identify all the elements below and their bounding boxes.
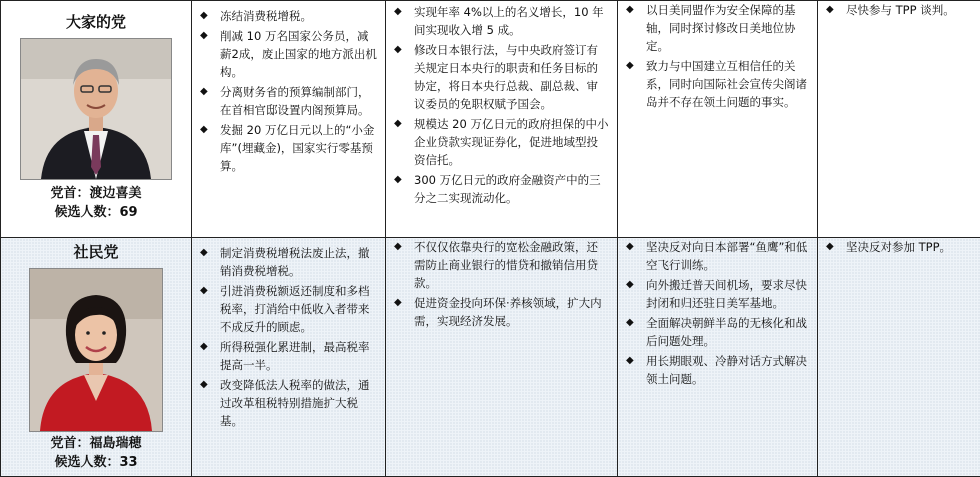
list-item: ◆ 300 万亿日元的政府金融资产中的三分之二实现流动化。	[392, 171, 609, 207]
diamond-bullet-icon: ◆	[200, 121, 208, 139]
leader-name: 渡边喜美	[90, 186, 142, 201]
list-item: ◆ 坚决反对向日本部署“鱼鹰”和低空飞行训练。	[624, 238, 809, 274]
diplomacy-cell	[618, 1, 818, 238]
list-item: ◆ 制定消费税增税法废止法，撤销消费税增税。	[198, 244, 377, 280]
diamond-bullet-icon: ◆	[826, 1, 834, 19]
policy-list	[192, 1, 385, 175]
diamond-bullet-icon: ◆	[200, 338, 208, 356]
list-item: ◆ 促进资金投向环保·养核领域，扩大内需，实现经济发展。	[392, 294, 609, 330]
list-item: ◆ 致力与中国建立互相信任的关系，同时向国际社会宣传尖阁诸岛并不存在领土问题的事实。	[624, 57, 809, 111]
leader-line	[1, 434, 191, 453]
diamond-bullet-icon: ◆	[626, 238, 634, 256]
policy-list	[192, 238, 385, 430]
diamond-bullet-icon: ◆	[200, 7, 208, 25]
diamond-bullet-icon: ◆	[394, 294, 402, 312]
policy-list	[818, 238, 980, 256]
diamond-bullet-icon: ◆	[200, 282, 208, 300]
policy-list	[618, 238, 817, 388]
party-name: 大家的党	[1, 11, 191, 32]
party-cell	[1, 1, 192, 238]
party-name: 社民党	[1, 241, 191, 262]
diamond-bullet-icon: ◆	[626, 276, 634, 294]
tpp-cell	[818, 1, 980, 238]
diamond-bullet-icon: ◆	[626, 352, 634, 370]
diamond-bullet-icon: ◆	[394, 171, 402, 189]
list-item: ◆ 用长期眼观、冷静对话方式解决领土问题。	[624, 352, 809, 388]
diplomacy-cell	[618, 238, 818, 477]
diamond-bullet-icon: ◆	[200, 27, 208, 45]
tpp-cell	[818, 238, 980, 477]
list-item: ◆ 向外搬迁普天间机场，要求尽快封闭和归还驻日美军基地。	[624, 276, 809, 312]
table-row	[1, 1, 980, 238]
list-item: ◆ 冻结消费税增税。	[198, 7, 377, 25]
candidates-label: 候选人数：	[54, 205, 119, 220]
tax-fiscal-cell	[192, 1, 386, 238]
candidates-count: 33	[119, 455, 137, 470]
diamond-bullet-icon: ◆	[394, 238, 402, 256]
diamond-bullet-icon: ◆	[626, 1, 634, 19]
tax-fiscal-cell	[192, 238, 386, 477]
diamond-bullet-icon: ◆	[200, 376, 208, 394]
policy-list	[386, 1, 617, 207]
list-item: ◆ 全面解决朝鲜半岛的无核化和战后问题处理。	[624, 314, 809, 350]
list-item: ◆ 所得税强化累进制，最高税率提高一半。	[198, 338, 377, 374]
policy-list	[386, 238, 617, 330]
list-item: ◆ 尽快参与 TPP 谈判。	[824, 1, 972, 19]
diamond-bullet-icon: ◆	[394, 115, 402, 133]
leader-label: 党首：	[50, 186, 89, 201]
list-item: ◆ 修改日本银行法，与中央政府签订有关规定日本央行的职责和任务目标的协定，将日本央行总裁、副总裁、审议委员的免职权赋予国会。	[392, 41, 609, 113]
candidates-label: 候选人数：	[54, 455, 119, 470]
list-item: ◆ 改变降低法人税率的做法，通过改革租税特别措施扩大税基。	[198, 376, 377, 430]
leader-name: 福島瑞穂	[90, 436, 142, 451]
list-item: ◆ 引进消费税额返还制度和多档税率，打消给中低收入者带来不成反升的顾虑。	[198, 282, 377, 336]
policy-list	[618, 1, 817, 111]
party-cell	[1, 238, 192, 477]
diamond-bullet-icon: ◆	[394, 41, 402, 59]
monetary-cell	[386, 238, 618, 477]
monetary-cell	[386, 1, 618, 238]
diamond-bullet-icon: ◆	[200, 83, 208, 101]
diamond-bullet-icon: ◆	[200, 244, 208, 262]
diamond-bullet-icon: ◆	[626, 314, 634, 332]
list-item: ◆ 分离财务省的预算编制部门，在首相官邸设置内阁预算局。	[198, 83, 377, 119]
candidates-count: 69	[119, 205, 137, 220]
leader-label: 党首：	[50, 436, 89, 451]
list-item: ◆ 坚决反对参加 TPP。	[824, 238, 972, 256]
table-row	[1, 238, 980, 477]
leader-photo	[29, 268, 163, 432]
list-item: ◆ 发掘 20 万亿日元以上的“小金库”(埋藏金)，国家实行零基预算。	[198, 121, 377, 175]
list-item: ◆ 实现年率 4%以上的名义增长，10 年间实现收入增 5 成。	[392, 3, 609, 39]
candidates-line	[1, 453, 191, 472]
list-item: ◆ 不仅仅依靠央行的宽松金融政策，还需防止商业银行的惜贷和撤销信用贷款。	[392, 238, 609, 292]
policy-list	[818, 1, 980, 19]
candidates-line	[1, 203, 191, 222]
leader-line	[1, 184, 191, 203]
diamond-bullet-icon: ◆	[826, 238, 834, 256]
diamond-bullet-icon: ◆	[626, 57, 634, 75]
leader-photo	[20, 38, 172, 180]
list-item: ◆ 以日美同盟作为安全保障的基轴，同时探讨修改日美地位协定。	[624, 1, 809, 55]
diamond-bullet-icon: ◆	[394, 3, 402, 21]
list-item: ◆ 规模达 20 万亿日元的政府担保的中小企业贷款实现证券化，促进地域型投资信托。	[392, 115, 609, 169]
list-item: ◆ 削减 10 万名国家公务员，减薪2成，废止国家的地方派出机构。	[198, 27, 377, 81]
